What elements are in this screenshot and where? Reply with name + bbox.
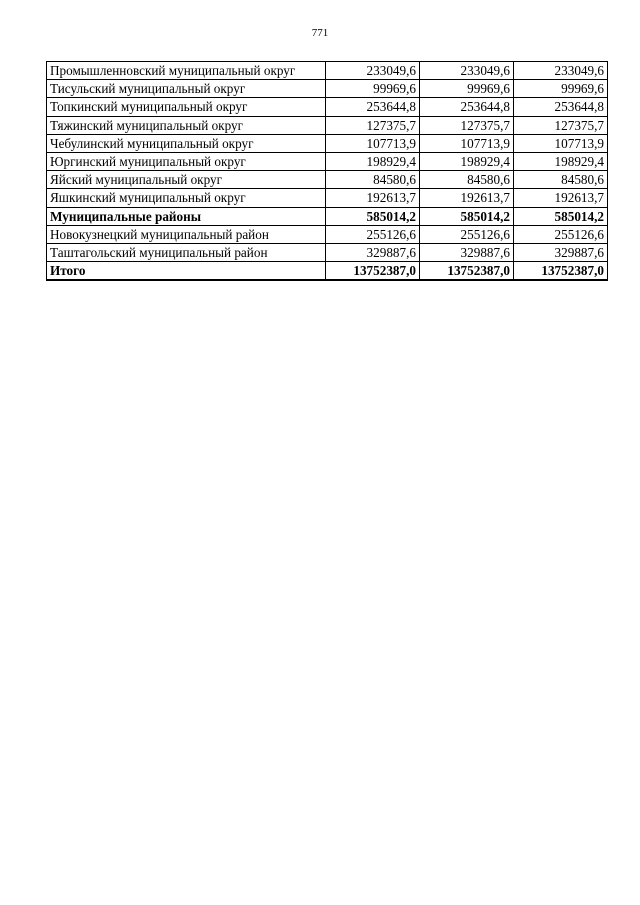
row-value-2: 253644,8 <box>420 98 514 116</box>
row-value-1: 253644,8 <box>326 98 420 116</box>
row-value-2: 107713,9 <box>420 134 514 152</box>
row-value-1: 84580,6 <box>326 171 420 189</box>
row-value-3: 192613,7 <box>514 189 608 207</box>
row-name: Таштагольский муниципальный район <box>47 243 326 261</box>
table-row <box>47 62 608 80</box>
table-row <box>47 225 608 243</box>
row-name: Чебулинский муниципальный округ <box>47 134 326 152</box>
row-value-3: 99969,6 <box>514 80 608 98</box>
row-value-1: 198929,4 <box>326 152 420 170</box>
row-name: Юргинский муниципальный округ <box>47 152 326 170</box>
row-value-3: 198929,4 <box>514 152 608 170</box>
table-row <box>47 134 608 152</box>
row-value-2: 99969,6 <box>420 80 514 98</box>
row-value-1: 107713,9 <box>326 134 420 152</box>
table-row <box>47 189 608 207</box>
row-value-2: 13752387,0 <box>420 262 514 281</box>
row-value-3: 255126,6 <box>514 225 608 243</box>
budget-table <box>46 61 608 281</box>
row-value-3: 13752387,0 <box>514 262 608 281</box>
row-value-1: 127375,7 <box>326 116 420 134</box>
row-value-1: 585014,2 <box>326 207 420 225</box>
row-value-1: 255126,6 <box>326 225 420 243</box>
row-value-1: 233049,6 <box>326 62 420 80</box>
row-value-1: 192613,7 <box>326 189 420 207</box>
row-name: Тисульский муниципальный округ <box>47 80 326 98</box>
row-name: Яшкинский муниципальный округ <box>47 189 326 207</box>
row-value-2: 84580,6 <box>420 171 514 189</box>
total-row <box>47 262 608 281</box>
row-value-1: 13752387,0 <box>326 262 420 281</box>
row-value-2: 198929,4 <box>420 152 514 170</box>
row-value-1: 99969,6 <box>326 80 420 98</box>
table-row <box>47 116 608 134</box>
row-name: Новокузнецкий муниципальный район <box>47 225 326 243</box>
row-value-3: 107713,9 <box>514 134 608 152</box>
row-value-3: 84580,6 <box>514 171 608 189</box>
table-row <box>47 243 608 261</box>
row-value-2: 127375,7 <box>420 116 514 134</box>
subtotal-row <box>47 207 608 225</box>
row-value-2: 192613,7 <box>420 189 514 207</box>
row-value-3: 329887,6 <box>514 243 608 261</box>
table-row <box>47 80 608 98</box>
row-value-2: 233049,6 <box>420 62 514 80</box>
row-name: Промышленновский муниципальный округ <box>47 62 326 80</box>
table-row <box>47 98 608 116</box>
row-value-2: 255126,6 <box>420 225 514 243</box>
row-name: Яйский муниципальный округ <box>47 171 326 189</box>
row-name: Топкинский муниципальный округ <box>47 98 326 116</box>
row-value-3: 233049,6 <box>514 62 608 80</box>
row-name: Муниципальные районы <box>47 207 326 225</box>
row-name: Итого <box>47 262 326 281</box>
row-value-1: 329887,6 <box>326 243 420 261</box>
row-value-3: 585014,2 <box>514 207 608 225</box>
page-number: 771 <box>311 27 329 39</box>
row-value-2: 329887,6 <box>420 243 514 261</box>
table-row <box>47 152 608 170</box>
table-row <box>47 171 608 189</box>
row-name: Тяжинский муниципальный округ <box>47 116 326 134</box>
row-value-3: 253644,8 <box>514 98 608 116</box>
row-value-2: 585014,2 <box>420 207 514 225</box>
row-value-3: 127375,7 <box>514 116 608 134</box>
